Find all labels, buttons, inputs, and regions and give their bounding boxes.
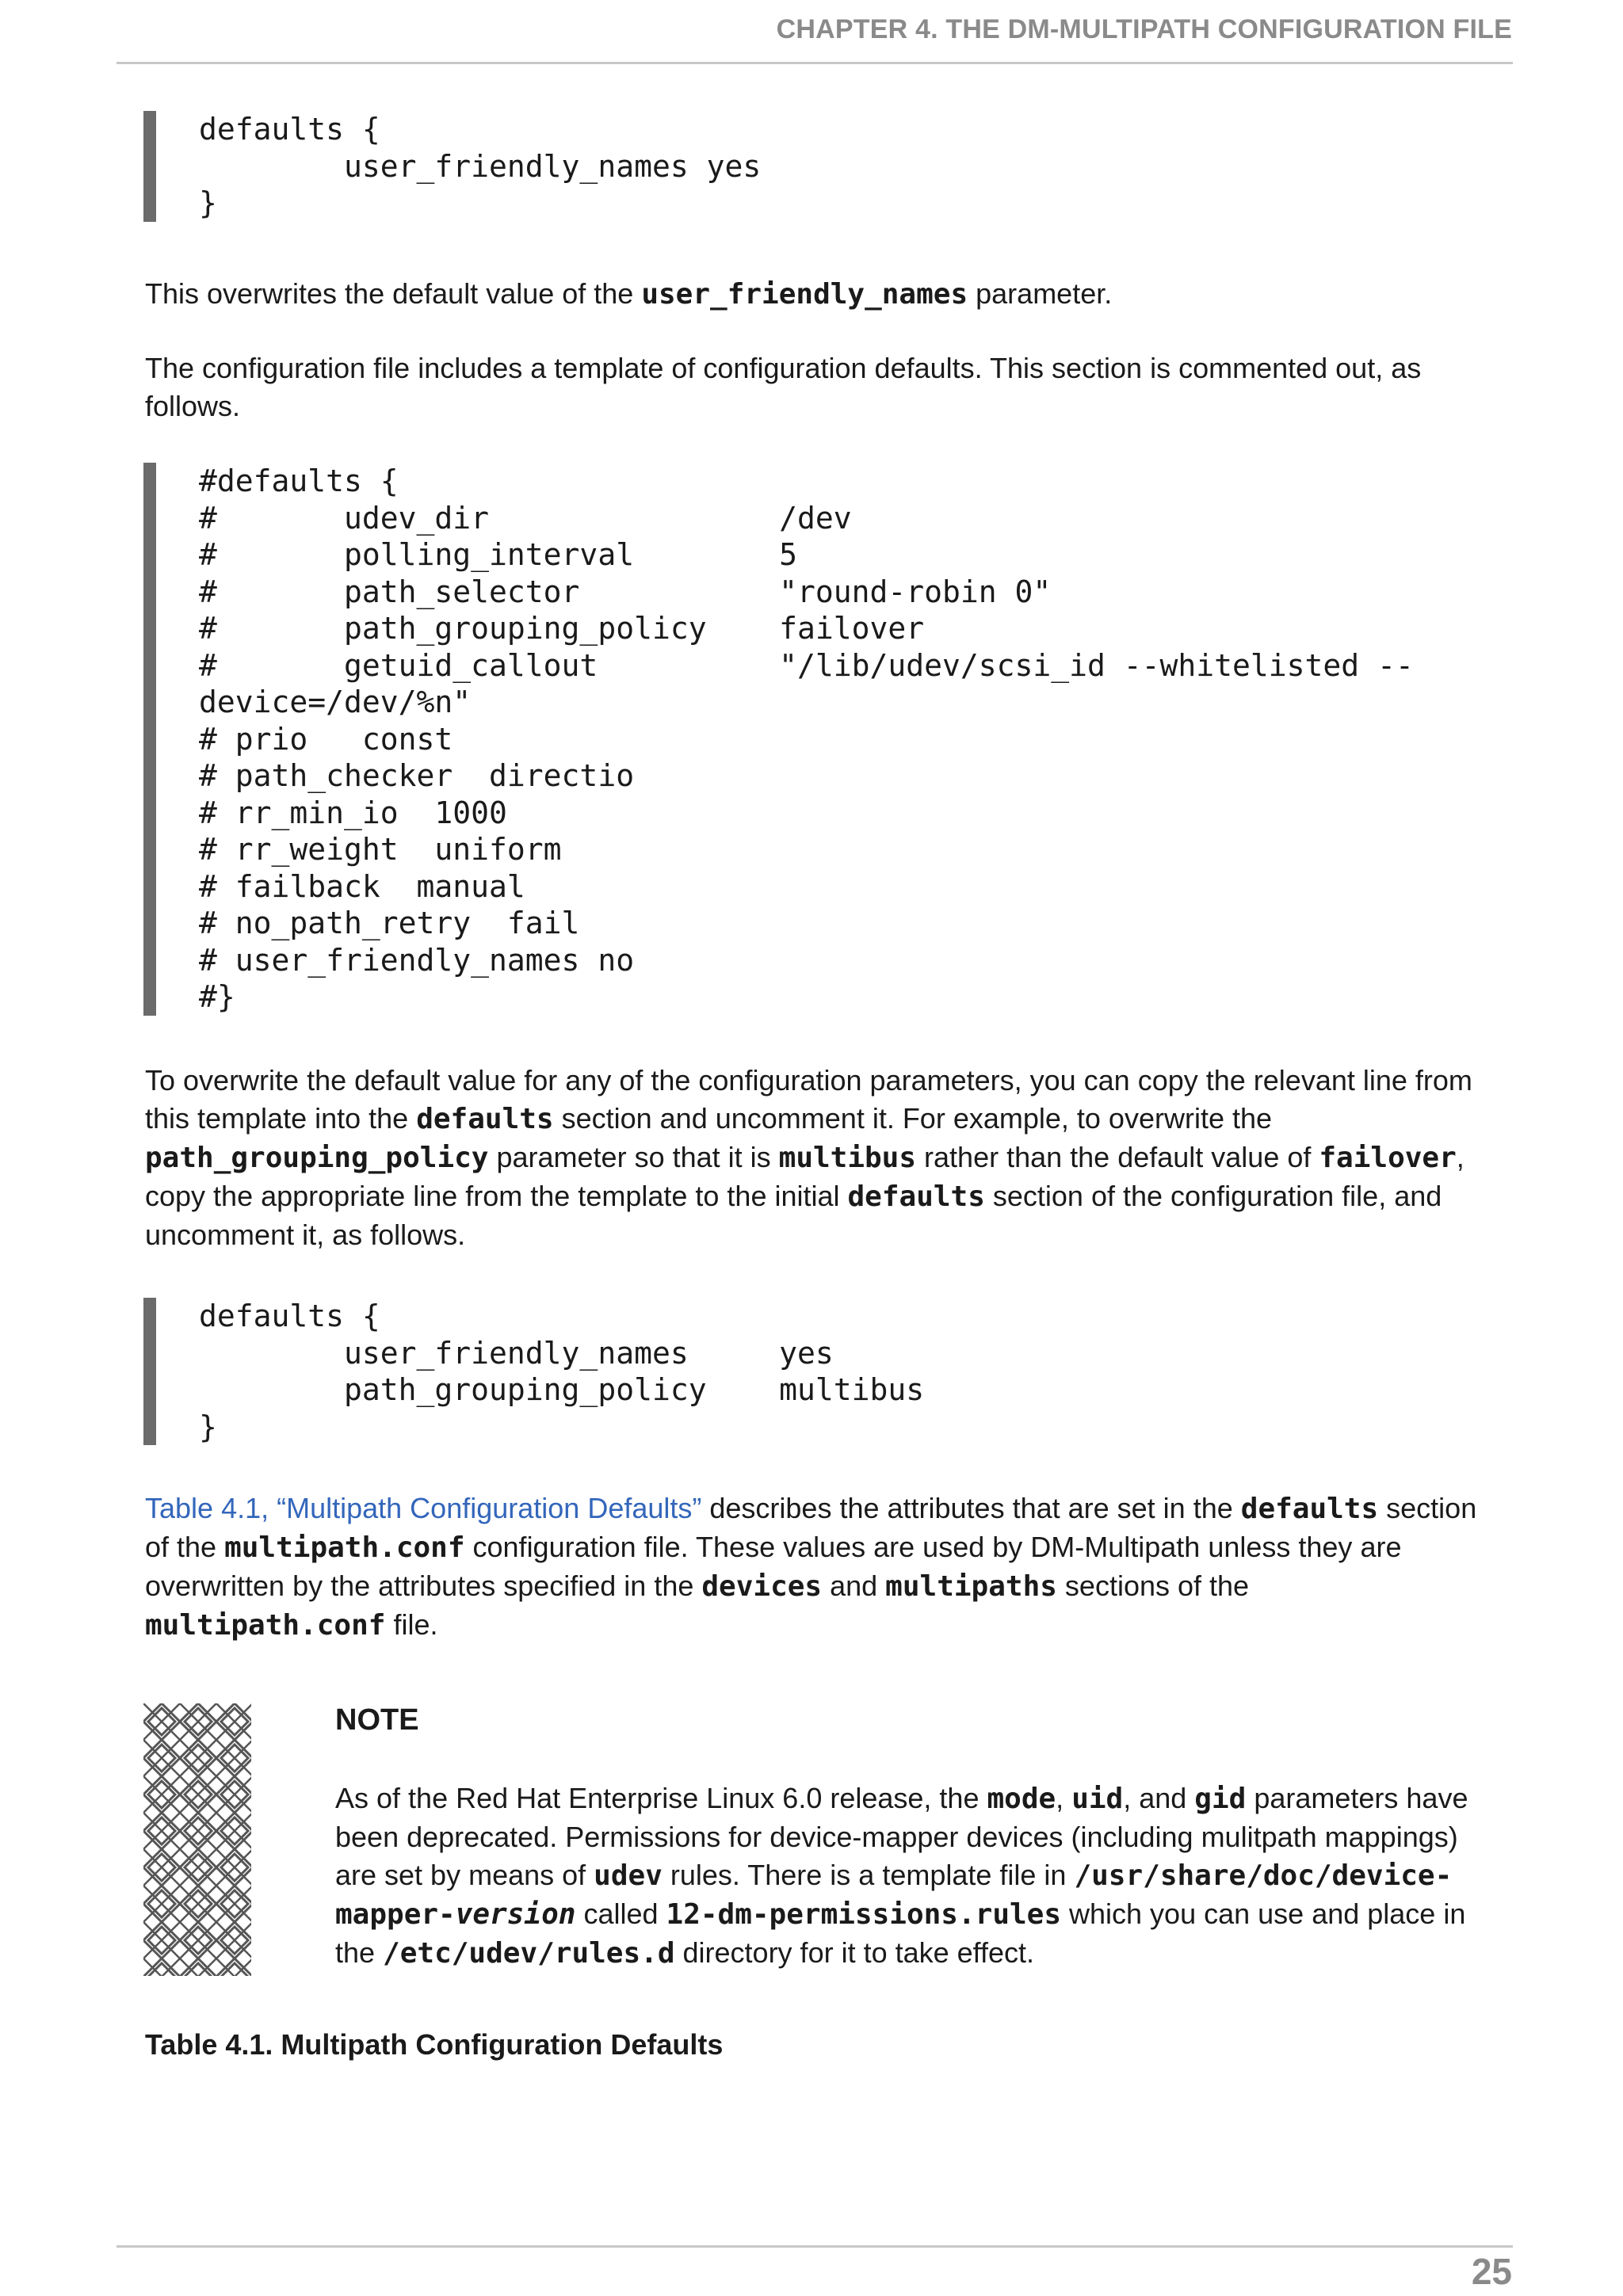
text: file. xyxy=(385,1608,438,1641)
footer-divider xyxy=(116,2245,1513,2248)
text: called xyxy=(575,1897,666,1930)
table-reference-link[interactable]: Table 4.1, “Multipath Configuration Defaults” xyxy=(145,1492,702,1524)
code-line: # failback manual xyxy=(199,868,525,904)
code-line: # polling_interval 5 xyxy=(199,537,797,572)
code-term: devices xyxy=(701,1570,823,1603)
note-title: NOTE xyxy=(335,1703,419,1737)
code-line: defaults { xyxy=(199,1299,380,1333)
text: , and xyxy=(1123,1782,1195,1814)
text: As of the Red Hat Enterprise Linux 6.0 release, the xyxy=(335,1782,987,1814)
text: configuration file. These values are used by DM-Multipath unless they are overwritten by the attributes specified in the xyxy=(145,1531,1402,1602)
text: parameter so that it is xyxy=(488,1141,779,1173)
note-body xyxy=(335,1779,1484,1973)
text: sections of the xyxy=(1056,1569,1250,1602)
code-block-template xyxy=(143,463,1507,1016)
code-line: # rr_weight uniform xyxy=(199,832,562,867)
code-line: # path_selector "round-robin 0" xyxy=(199,574,1052,609)
code-line: # user_friendly_names no xyxy=(199,942,635,978)
paragraph-template-intro: The configuration file includes a template of configuration defaults. This section is commented out, as follows. xyxy=(145,352,1422,422)
code-line: #} xyxy=(199,979,235,1014)
text: which you can use and place in the xyxy=(335,1897,1466,1969)
text: section and uncomment it. For example, to overwrite the xyxy=(553,1102,1273,1135)
code-term: defaults xyxy=(416,1103,554,1135)
code-term: /usr/share/doc/device-mapper- xyxy=(335,1859,1453,1931)
running-header: CHAPTER 4. THE DM-MULTIPATH CONFIGURATION FILE xyxy=(776,14,1512,44)
code-line: user_friendly_names yes xyxy=(199,148,762,184)
text: section of the xyxy=(145,1492,1477,1563)
code-term: defaults xyxy=(1240,1493,1379,1525)
text: describes the attributes that are set in the xyxy=(701,1492,1241,1524)
text: parameter. xyxy=(968,277,1113,310)
text: directory for it to take effect. xyxy=(674,1936,1035,1969)
code-line: # path_checker directio xyxy=(199,758,635,793)
text: , xyxy=(1056,1782,1072,1814)
text: rather than the default value of xyxy=(916,1141,1319,1173)
text: section of the configuration file, and uncomment it, as follows. xyxy=(145,1180,1442,1251)
code-line: # prio const xyxy=(199,721,453,757)
code-term: multibus xyxy=(778,1142,917,1174)
page-number: 25 xyxy=(1471,2251,1512,2292)
code-line: } xyxy=(199,185,217,220)
code-line: # path_grouping_policy failover xyxy=(199,611,925,646)
code-term-italic xyxy=(456,1898,576,1931)
code-block-defaults xyxy=(143,111,1507,222)
header-divider xyxy=(116,62,1513,64)
code-term: failover xyxy=(1319,1142,1457,1174)
code-term: 12-dm-permissions.rules xyxy=(666,1898,1062,1931)
paragraph-overwrite-howto xyxy=(145,1062,1492,1254)
table-caption: Table 4.1. Multipath Configuration Defaults xyxy=(145,2028,724,2061)
code-line: # no_path_retry fail xyxy=(199,906,580,940)
code-term: path_grouping_policy xyxy=(145,1142,489,1174)
code-term: /etc/udev/rules.d xyxy=(383,1937,675,1970)
text: and xyxy=(822,1569,886,1602)
code-line: defaults { xyxy=(199,112,380,147)
code-term: uid xyxy=(1071,1783,1124,1815)
code-term: multipaths xyxy=(885,1570,1057,1603)
code-term: udev xyxy=(594,1859,663,1892)
code-line: device=/dev/%n" xyxy=(199,685,472,719)
code-line: path_grouping_policy multibus xyxy=(199,1372,925,1407)
code-line: # getuid_callout "/lib/udev/scsi_id --whitelisted -- xyxy=(199,647,1414,683)
code-term-variable: version xyxy=(455,1898,576,1931)
code-term: gid xyxy=(1194,1783,1247,1815)
text: parameters have been deprecated. Permissions for device-mapper devices (including mulitpath mappings) are set by means of xyxy=(335,1782,1468,1891)
code-term: mode xyxy=(987,1783,1056,1815)
paragraph-overwrite-note xyxy=(145,275,1492,314)
text: , copy the appropriate line from the template to the initial xyxy=(145,1141,1465,1212)
code-term: defaults xyxy=(847,1180,985,1213)
code-line: } xyxy=(199,1409,217,1444)
paragraph-table-reference xyxy=(145,1489,1492,1645)
text: This overwrites the default value of the xyxy=(145,277,642,310)
code-term: user_friendly_names xyxy=(641,278,968,311)
text: To overwrite the default value for any of the configuration parameters, you can copy the relevant line from this template into the xyxy=(145,1064,1472,1135)
code-line: #defaults { xyxy=(199,463,399,498)
code-line: user_friendly_names yes xyxy=(199,1335,834,1371)
code-term: multipath.conf xyxy=(224,1531,465,1564)
note-icon xyxy=(143,1703,251,1976)
code-line: # udev_dir /dev xyxy=(199,500,852,536)
text: rules. There is a template file in xyxy=(662,1859,1075,1891)
code-line: # rr_min_io 1000 xyxy=(199,795,507,830)
code-term: multipath.conf xyxy=(145,1609,386,1642)
code-block-uncommented xyxy=(143,1298,1507,1445)
